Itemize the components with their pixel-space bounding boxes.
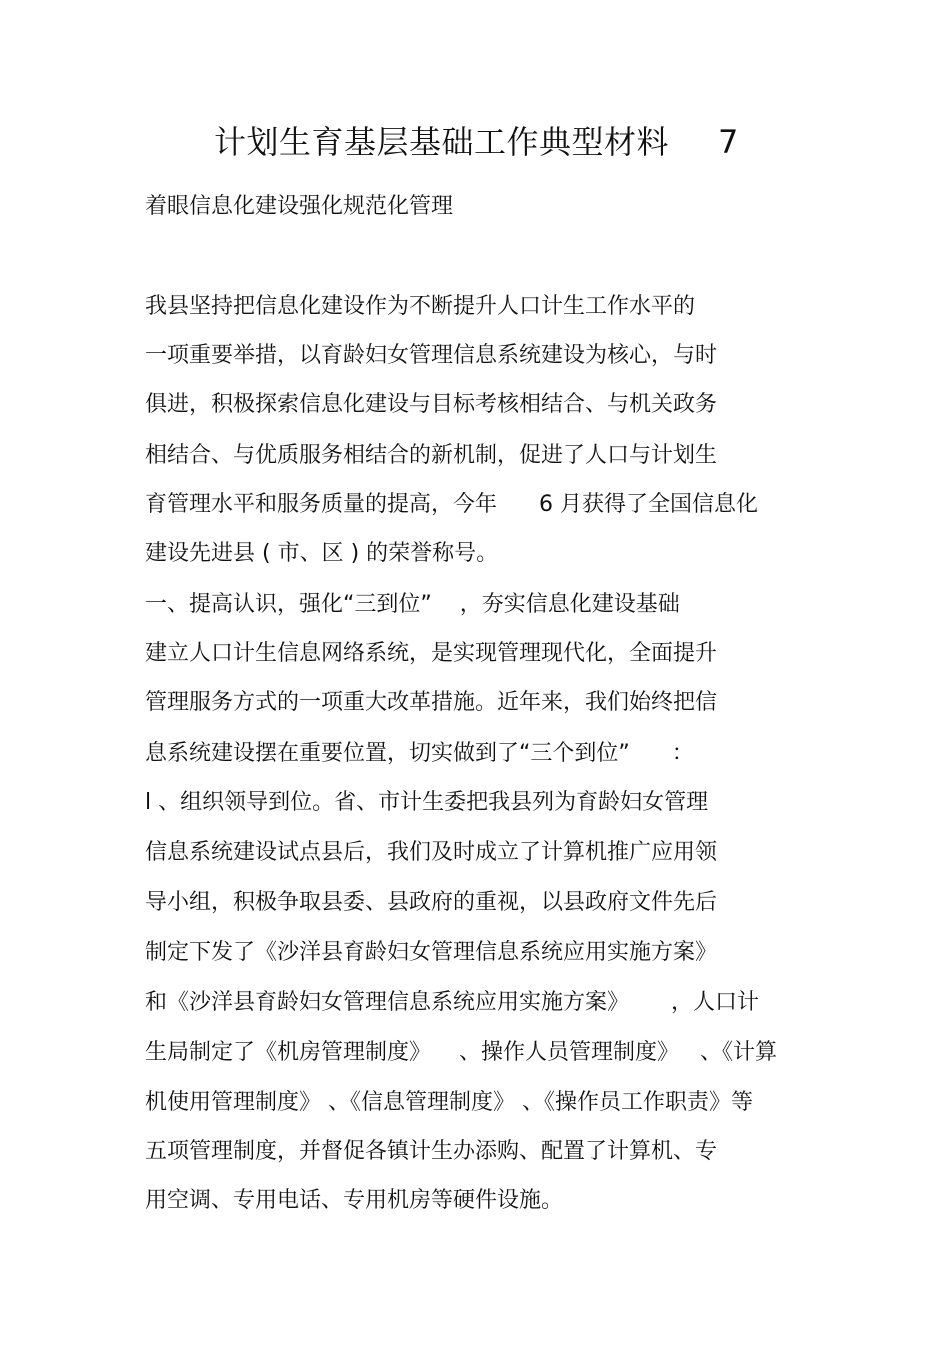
- body-line: 五项管理制度，并督促各镇计生办添购、配置了计算机、专: [145, 1139, 718, 1164]
- body-line: 息系统建设摆在重要位置，切实做到了“三个到位” ：: [145, 741, 694, 766]
- body-line: 建立人口计生信息网络系统，是实现管理现代化，全面提升: [145, 641, 718, 666]
- body-line: 建设先进县 ( 市、区 ) 的荣誉称号。: [145, 541, 499, 566]
- section-heading: 一、提高认识，强化“三到位” ，夯实信息化建设基础: [145, 592, 680, 617]
- body-line: 制定下发了《沙洋县育龄妇女管理信息系统应用实施方案》: [145, 940, 718, 965]
- body-line: 相结合、与优质服务相结合的新机制，促进了人口与计划生: [145, 443, 718, 468]
- document-title-number: 7: [718, 123, 739, 161]
- document-subtitle: 着眼信息化建设强化规范化管理: [145, 194, 454, 219]
- body-line: 和《沙洋县育龄妇女管理信息系统应用实施方案》 ，人口计: [145, 990, 759, 1015]
- body-line: 用空调、专用电话、专用机房等硬件设施。: [145, 1188, 564, 1213]
- body-line: 俱进，积极探索信息化建设与目标考核相结合、与机关政务: [145, 392, 718, 417]
- document-title: 计划生育基层基础工作典型材料: [214, 123, 670, 161]
- body-line: l 、组织领导到位。省、市计生委把我县列为育龄妇女管理: [145, 790, 709, 815]
- body-line: 我县坚持把信息化建设作为不断提升人口计生工作水平的: [145, 294, 696, 319]
- body-line: 一项重要举措，以育龄妇女管理信息系统建设为核心，与时: [145, 343, 718, 368]
- body-line: 管理服务方式的一项重大改革措施。近年来，我们始终把信: [145, 690, 718, 715]
- body-line: 机使用管理制度》 、《信息管理制度》 、《操作员工作职责》等: [145, 1090, 753, 1115]
- body-line: 育管理水平和服务质量的提高，今年 6 月获得了全国信息化: [145, 492, 758, 517]
- body-line: 导小组，积极争取县委、县政府的重视，以县政府文件先后: [145, 890, 718, 915]
- body-line: 生局制定了《机房管理制度》 、操作人员管理制度》 、《计算: [145, 1040, 777, 1065]
- body-line: 信息系统建设试点县后，我们及时成立了计算机推广应用领: [145, 840, 718, 865]
